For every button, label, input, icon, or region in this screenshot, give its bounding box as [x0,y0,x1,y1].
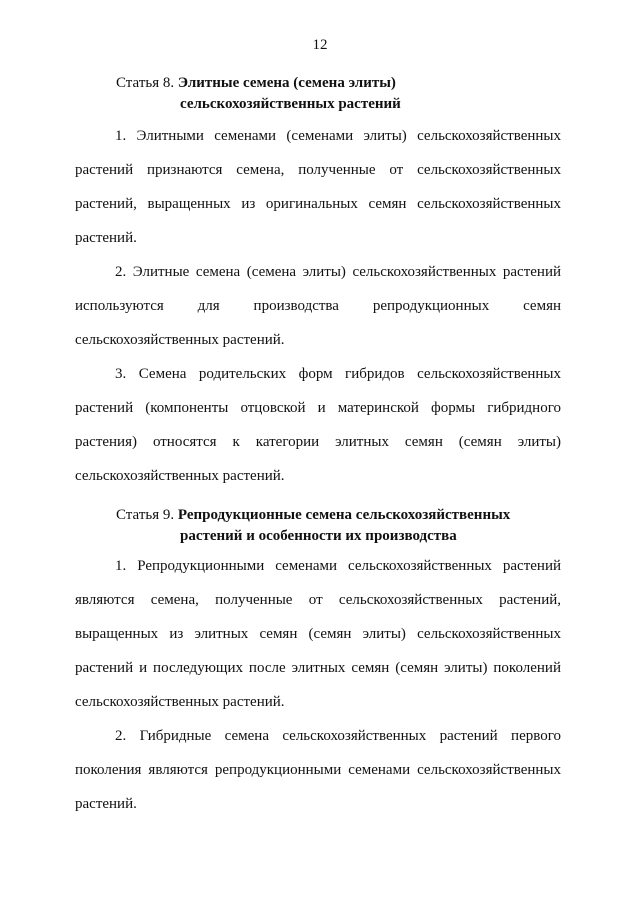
article-9-label: Статья 9. [116,507,175,523]
article-9-title-line2: растений и особенности их производства [180,528,457,544]
article-8-title-line1: Элитные семена (семена элиты) [177,75,396,91]
article-8-paragraph-1: 1. Элитными семенами (семенами элиты) сельскохозяйственных растений признаются семена, полученные от сельскохозяйственных растений, выращенных из оригинальных семян сельскохозяйственных растений. [75,128,561,246]
article-9-paragraph-2: 2. Гибридные семена сельскохозяйственных растений первого поколения являются репродукционными семенами сельскохозяйственных растений. [75,728,561,812]
article-9-title-line1: Репродукционные семена сельскохозяйственных [177,507,511,523]
article-9-paragraph-1: 1. Репродукционными семенами сельскохозяйственных растений являются семена, полученные от сельскохозяйственных растений, выращенных из элитных семян (семян элиты) сельскохозяйственных растений и последующих после элитных семян (семян элиты) поколений сельскохозяйственных растений. [75,558,561,710]
article-8-title-line2: сельскохозяйственных растений [180,96,401,112]
article-8-heading [116,73,401,115]
page-number: 12 [312,37,328,53]
article-8-paragraph-2: 2. Элитные семена (семена элиты) сельскохозяйственных растений используются для производства репродукционных семян сельскохозяйственных растений. [75,264,561,348]
article-8-label: Статья 8. [116,75,175,91]
article-9-heading [116,505,510,547]
article-8-paragraph-3: 3. Семена родительских форм гибридов сельскохозяйственных растений (компоненты отцовской и материнской формы гибридного растения) относятся к категории элитных семян (семян элиты) сельскохозяйственных растений. [75,366,561,484]
